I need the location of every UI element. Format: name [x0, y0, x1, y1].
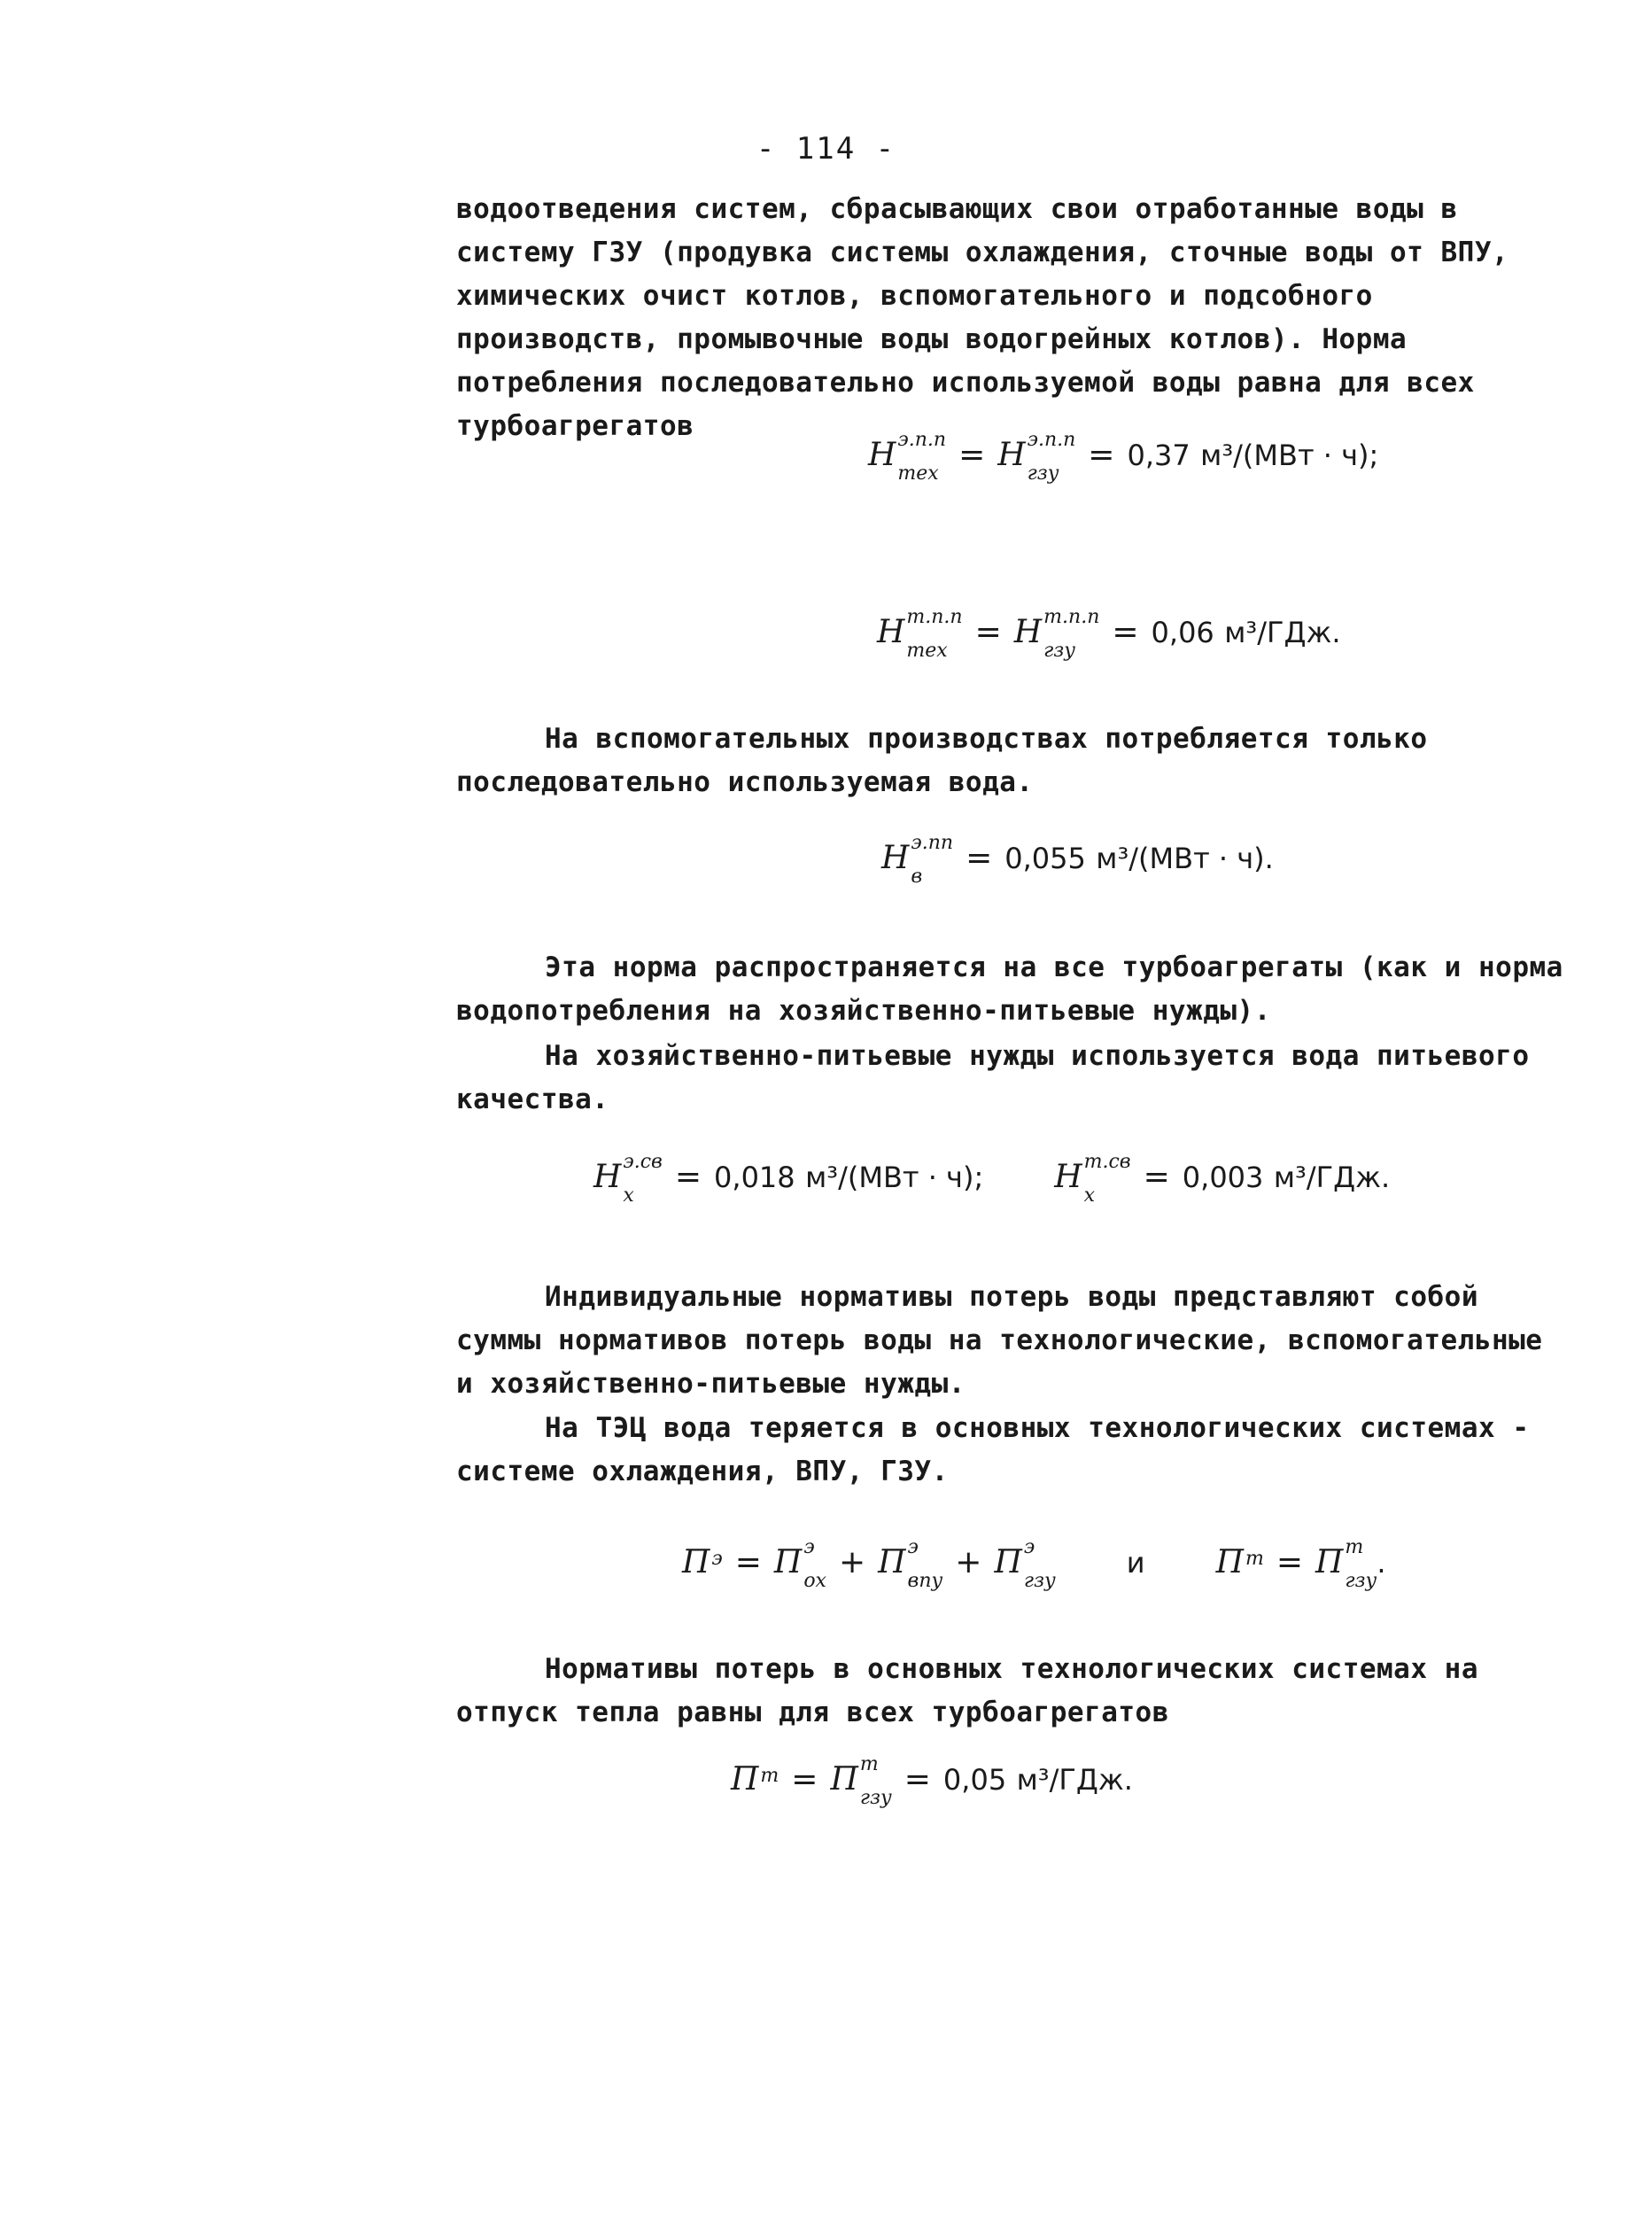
paragraph-2: На вспомогательных производствах потребляется только последовательно используемая вода.	[456, 723, 1428, 798]
formula-technical-electric: Н э.п.п тех = Н э.п.п гзу = 0,37 м³/(МВт · ч);	[868, 429, 1379, 485]
formula-losses: П э = П э ох + П э впу + П э гзу и П т = П т гзу .	[682, 1536, 1386, 1592]
paragraph-7: Нормативы потерь в основных технологических системах на отпуск тепла равны для всех турбоагрегатов	[456, 1653, 1478, 1728]
formula-household: Н э.св х = 0,018 м³/(МВт · ч); Н т.св х = 0,003 м³/ГДж.	[593, 1151, 1391, 1207]
formula-heat-loss: П т = П т гзу = 0,05 м³/ГДж.	[731, 1753, 1133, 1809]
paragraph-4: На хозяйственно-питьевые нужды используется вода питьевого качества.	[456, 1040, 1530, 1115]
formula-auxiliary: Н э.пп в = 0,055 м³/(МВт · ч).	[881, 832, 1274, 888]
paragraph-5: Индивидуальные нормативы потерь воды представляют собой суммы нормативов потерь воды на технологические, вспомогательные и хозяйственно-питьевые нужды.	[456, 1281, 1543, 1400]
formula-technical-thermal: Н т.п.п тех = Н т.п.п гзу = 0,06 м³/ГДж.	[877, 606, 1341, 662]
page-number: - 114 -	[756, 131, 896, 167]
paragraph-1: водоотведения систем, сбрасывающих свои отработанные воды в систему ГЗУ (продувка системы охлаждения, сточные воды от ВПУ, химических очист котлов, вспомогательного и подсобного производств, промывочные воды водогрейных котлов). Норма потребления последовательно используемой воды равна для всех турбоагрегатов	[456, 193, 1509, 442]
paragraph-3: Эта норма распространяется на все турбоагрегаты (как и норма водопотребления на хозяйственно-питьевые нужды).	[456, 951, 1563, 1027]
paragraph-6: На ТЭЦ вода теряется в основных технологических системах - системе охлаждения, ВПУ, ГЗУ.	[456, 1412, 1530, 1487]
